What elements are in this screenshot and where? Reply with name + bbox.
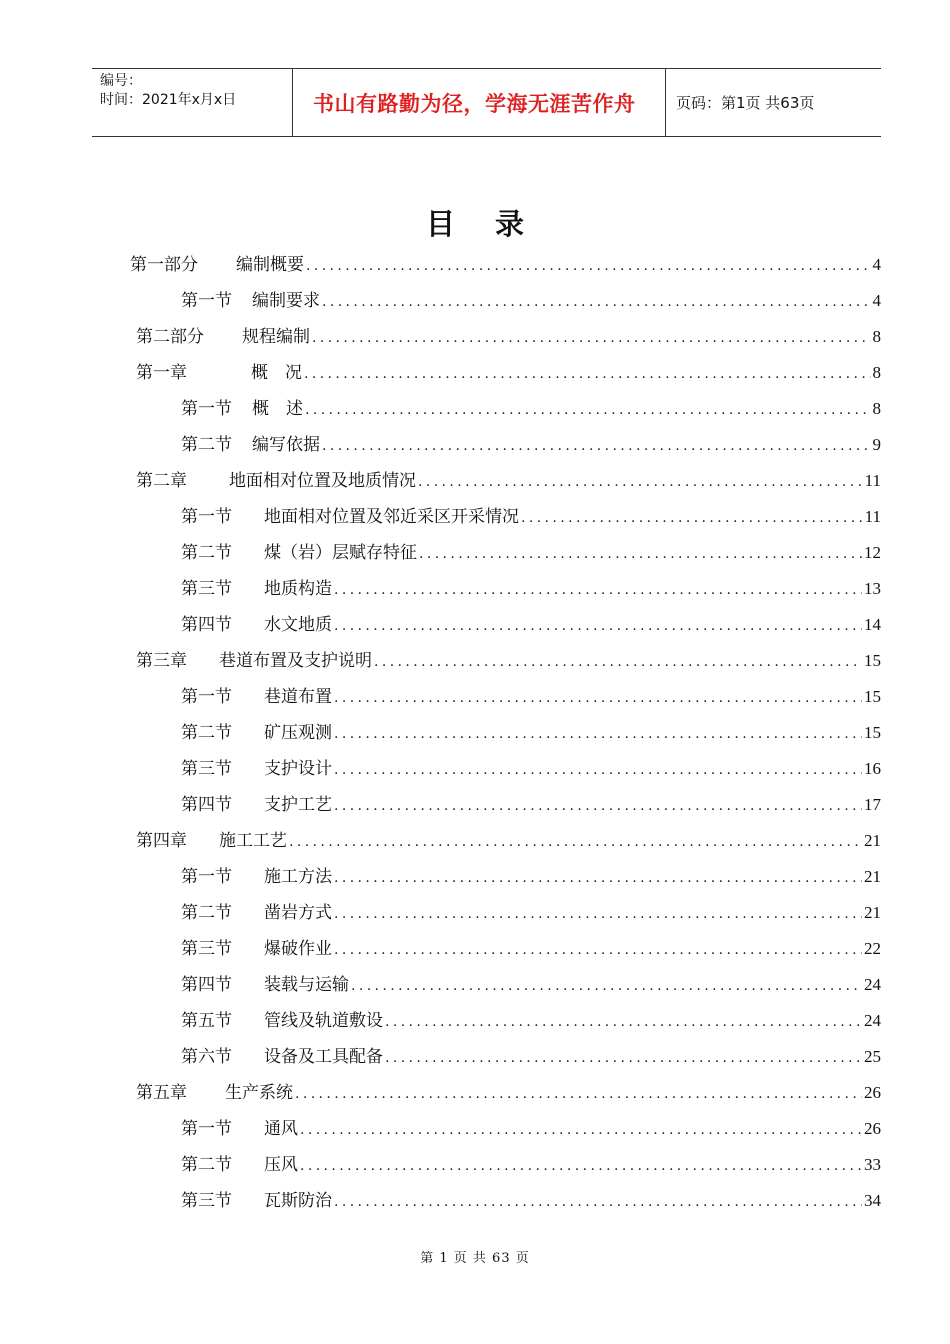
toc-entry-label: 第五节 xyxy=(181,1011,232,1031)
header-motto: 书山有路勤为径，学海无涯苦作舟 xyxy=(293,69,666,136)
toc-entry-page: 12 xyxy=(864,543,881,562)
toc-dot-leader xyxy=(312,326,871,350)
toc-dot-leader xyxy=(300,1154,862,1178)
toc-entry-page: 11 xyxy=(864,507,881,526)
toc-entry-label: 第一部分 xyxy=(130,255,198,275)
toc-dot-leader xyxy=(304,362,871,386)
toc-entry-text: 规程编制 xyxy=(242,327,310,347)
toc-entry-text: 编制要求 xyxy=(252,291,320,311)
toc-entry-label: 第四章 xyxy=(136,831,187,851)
toc-entry[interactable] xyxy=(181,1045,881,1069)
toc-dot-leader xyxy=(521,506,863,530)
toc-entry-text: 凿岩方式 xyxy=(264,903,332,923)
toc-entry-label: 第二部分 xyxy=(136,327,204,347)
toc-dot-leader xyxy=(322,290,871,314)
toc-entry-text: 编制概要 xyxy=(236,255,304,275)
toc-entry[interactable] xyxy=(181,505,881,529)
toc-dot-leader xyxy=(334,758,862,782)
toc-dot-leader xyxy=(334,866,862,890)
toc-dot-leader xyxy=(334,902,862,926)
page-header xyxy=(92,68,881,137)
toc-dot-leader xyxy=(334,686,862,710)
toc-entry-label: 第一节 xyxy=(181,1119,232,1139)
toc-dot-leader xyxy=(334,578,862,602)
toc-entry[interactable] xyxy=(181,577,881,601)
toc-entry[interactable] xyxy=(181,1009,881,1033)
toc-dot-leader xyxy=(300,1118,862,1142)
toc-entry-page: 13 xyxy=(864,579,881,598)
toc-entry-text: 矿压观测 xyxy=(264,723,332,743)
toc-entry[interactable] xyxy=(181,1189,881,1213)
toc-entry[interactable] xyxy=(181,901,881,925)
toc-entry-label: 第一节 xyxy=(181,399,232,419)
toc-dot-leader xyxy=(334,722,862,746)
toc-dot-leader xyxy=(295,1082,862,1106)
toc-entry[interactable] xyxy=(181,1117,881,1141)
toc-entry-label: 第三节 xyxy=(181,759,232,779)
toc-entry-label: 第二节 xyxy=(181,723,232,743)
toc-dot-leader xyxy=(334,614,862,638)
toc-entry-label: 第一节 xyxy=(181,291,232,311)
toc-entry[interactable] xyxy=(181,289,881,313)
toc-entry-label: 第三节 xyxy=(181,1191,232,1211)
toc-entry-label: 第二节 xyxy=(181,903,232,923)
toc-entry-page: 21 xyxy=(864,903,881,922)
toc-entry-label: 第二章 xyxy=(136,471,187,491)
toc-entry[interactable] xyxy=(181,397,881,421)
toc-entry-text: 水文地质 xyxy=(264,615,332,635)
toc-entry-label: 第二节 xyxy=(181,1155,232,1175)
toc-dot-leader xyxy=(334,938,862,962)
toc-entry-text: 支护设计 xyxy=(264,759,332,779)
toc-entry-text: 概 述 xyxy=(252,399,303,419)
toc-entry-page: 24 xyxy=(864,1011,881,1030)
toc-entry-page: 4 xyxy=(872,291,881,310)
toc-entry-page: 21 xyxy=(864,831,881,850)
toc-title xyxy=(0,202,950,243)
toc-entry-page: 26 xyxy=(864,1119,881,1138)
toc-entry-text: 地面相对位置及地质情况 xyxy=(229,471,416,491)
toc-entry[interactable] xyxy=(181,721,881,745)
toc-entry[interactable] xyxy=(181,541,881,565)
toc-entry[interactable] xyxy=(181,973,881,997)
toc-entry-text: 巷道布置 xyxy=(264,687,332,707)
toc-entry[interactable] xyxy=(181,685,881,709)
toc-entry-label: 第一章 xyxy=(136,363,187,383)
toc-entry-label: 第四节 xyxy=(181,795,232,815)
toc-entry[interactable] xyxy=(136,469,881,493)
time-label: 时间：2021年x月x日 xyxy=(100,92,237,108)
toc-dot-leader xyxy=(289,830,862,854)
toc-entry[interactable] xyxy=(136,361,881,385)
toc-title-char-2: 录 xyxy=(495,207,525,241)
toc-entry-text: 通风 xyxy=(264,1119,298,1139)
toc-entry-text: 装载与运输 xyxy=(264,975,349,995)
toc-entry-page: 34 xyxy=(864,1191,881,1210)
toc-entry-label: 第三节 xyxy=(181,579,232,599)
toc-entry-page: 15 xyxy=(864,651,881,670)
toc-entry[interactable] xyxy=(181,793,881,817)
toc-entry-label: 第一节 xyxy=(181,867,232,887)
toc-dot-leader xyxy=(374,650,862,674)
toc-entry-text: 地面相对位置及邻近采区开采情况 xyxy=(264,507,519,527)
toc-entry-page: 21 xyxy=(864,867,881,886)
toc-entry[interactable] xyxy=(130,253,881,277)
toc-entry[interactable] xyxy=(136,1081,881,1105)
header-meta xyxy=(92,69,293,136)
toc-entry[interactable] xyxy=(181,1153,881,1177)
toc-entry-text: 压风 xyxy=(264,1155,298,1175)
toc-entry-page: 4 xyxy=(872,255,881,274)
toc-entry-label: 第三节 xyxy=(181,939,232,959)
toc-entry-page: 14 xyxy=(864,615,881,634)
toc-entry[interactable] xyxy=(181,865,881,889)
toc-entry-page: 8 xyxy=(872,363,881,382)
toc-dot-leader xyxy=(334,1190,862,1214)
toc-entry-label: 第二节 xyxy=(181,543,232,563)
toc-entry-text: 编写依据 xyxy=(252,435,320,455)
toc-title-char-1: 目 xyxy=(425,207,455,241)
toc-entry-label: 第四节 xyxy=(181,975,232,995)
toc-entry-page: 24 xyxy=(864,975,881,994)
toc-entry-page: 26 xyxy=(864,1083,881,1102)
number-label: 编号： xyxy=(100,73,142,89)
toc-dot-leader xyxy=(385,1046,862,1070)
toc-entry-text: 施工方法 xyxy=(264,867,332,887)
toc-entry[interactable] xyxy=(136,829,881,853)
toc-entry-text: 管线及轨道敷设 xyxy=(264,1011,383,1031)
toc-entry-text: 支护工艺 xyxy=(264,795,332,815)
toc-entry-text: 设备及工具配备 xyxy=(264,1047,383,1067)
toc-entry-page: 22 xyxy=(864,939,881,958)
toc-dot-leader xyxy=(306,254,871,278)
toc-entry-label: 第三章 xyxy=(136,651,187,671)
toc-dot-leader xyxy=(418,470,863,494)
toc-entry-page: 15 xyxy=(864,723,881,742)
toc-entry[interactable] xyxy=(136,649,881,673)
toc-entry-label: 第一节 xyxy=(181,507,232,527)
toc-entry-page: 17 xyxy=(864,795,881,814)
toc-entry[interactable] xyxy=(136,325,881,349)
toc-entry-text: 煤（岩）层赋存特征 xyxy=(264,543,417,563)
toc-entry-label: 第四节 xyxy=(181,615,232,635)
toc-entry-label: 第六节 xyxy=(181,1047,232,1067)
toc-dot-leader xyxy=(385,1010,862,1034)
toc-entry[interactable] xyxy=(181,757,881,781)
header-page-info: 页码：第1页 共63页 xyxy=(676,94,815,112)
toc-entry-label: 第二节 xyxy=(181,435,232,455)
toc-entry-page: 8 xyxy=(872,399,881,418)
toc-dot-leader xyxy=(334,794,862,818)
toc-entry-text: 施工工艺 xyxy=(219,831,287,851)
toc-dot-leader xyxy=(305,398,871,422)
toc-dot-leader xyxy=(322,434,871,458)
toc-entry-page: 9 xyxy=(872,435,881,454)
toc-dot-leader xyxy=(351,974,862,998)
toc-entry-page: 25 xyxy=(864,1047,881,1066)
toc-entry-page: 8 xyxy=(872,327,881,346)
toc-entry[interactable] xyxy=(181,937,881,961)
toc-entry-page: 33 xyxy=(864,1155,881,1174)
toc-entry-text: 巷道布置及支护说明 xyxy=(219,651,372,671)
toc-dot-leader xyxy=(419,542,862,566)
toc-entry-text: 瓦斯防治 xyxy=(264,1191,332,1211)
toc-entry-label: 第五章 xyxy=(136,1083,187,1103)
toc-entry-page: 16 xyxy=(864,759,881,778)
toc-entry[interactable] xyxy=(181,433,881,457)
toc-entry-page: 15 xyxy=(864,687,881,706)
toc-entry-text: 概 况 xyxy=(251,363,302,383)
toc-entry-text: 生产系统 xyxy=(225,1083,293,1103)
page-footer: 第 1 页 共 63 页 xyxy=(420,1251,530,1266)
toc-entry-label: 第一节 xyxy=(181,687,232,707)
toc-entry-text: 爆破作业 xyxy=(264,939,332,959)
toc-entry[interactable] xyxy=(181,613,881,637)
toc-entry-page: 11 xyxy=(864,471,881,490)
toc-entry-text: 地质构造 xyxy=(264,579,332,599)
